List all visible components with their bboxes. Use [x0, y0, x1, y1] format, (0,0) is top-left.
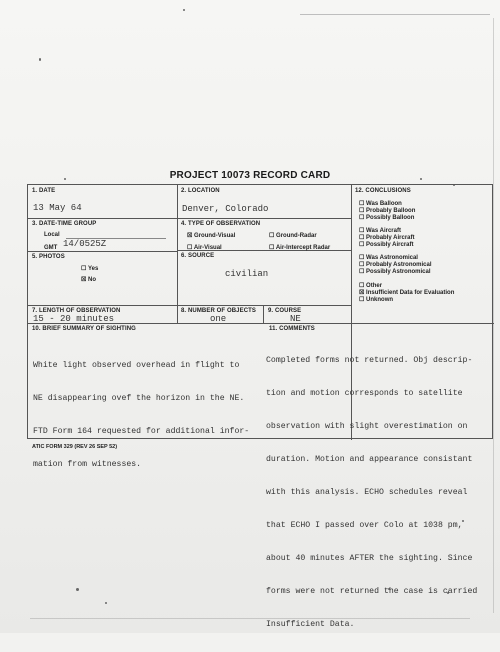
comments-line: duration. Motion and appearance consistant — [266, 455, 473, 464]
conclusion-option-selected: ☒ Insufficient Data for Evaluation — [359, 290, 455, 296]
summary-text — [33, 338, 249, 492]
date-label: 1. DATE — [32, 188, 56, 194]
conclusion-option: ☐ Possibly Astronomical — [359, 269, 431, 275]
form-number: ATIC FORM 329 (REV 26 SEP 52) — [32, 444, 118, 450]
comments-label: 11. COMMENTS — [269, 326, 315, 332]
course-label: 9. COURSE — [268, 308, 302, 314]
gmt-label: GMT — [44, 245, 58, 251]
type-obs-label: 4. TYPE OF OBSERVATION — [181, 221, 261, 227]
comments-line: tion and motion corresponds to satellite — [266, 389, 463, 398]
divider-v — [263, 305, 264, 323]
photos-no-option: ☒ No — [81, 277, 97, 283]
scan-speck — [183, 9, 185, 11]
source-value: civilian — [225, 269, 269, 279]
conclusion-option: ☐ Probably Astronomical — [359, 262, 432, 268]
gmt-value: 14/0525Z — [63, 239, 107, 249]
divider-h — [28, 218, 351, 219]
summary-line: FTD Form 164 requested for additional infor- — [33, 427, 250, 436]
length-label: 7. LENGTH OF OBSERVATION — [32, 308, 121, 314]
summary-line: White light observed overhead in flight to — [33, 361, 240, 370]
source-label: 6. SOURCE — [181, 253, 215, 259]
divider-h — [28, 305, 351, 306]
card-title: PROJECT 10073 RECORD CARD — [169, 170, 331, 181]
course-value: NE — [290, 314, 301, 324]
summary-line: NE disappearing ovef the horizon in the NE. — [33, 394, 245, 403]
location-label: 2. LOCATION — [181, 188, 220, 194]
comments-line: with this analysis. ECHO schedules reveal — [266, 488, 468, 497]
photos-yes-option: ☐ Yes — [81, 266, 99, 272]
comments-line: observation with slight overestimation on — [266, 422, 468, 431]
ground-visual-option: ☒ Ground-Visual — [187, 233, 236, 239]
comments-line: forms were not returned the case is carried — [266, 587, 478, 596]
air-intercept-option: ☐ Air-Intercept Radar — [269, 245, 331, 251]
conclusions-label: 12. CONCLUSIONS — [355, 188, 411, 194]
comments-line: Completed forms not returned. Obj descrip- — [266, 356, 473, 365]
location-value: Denver, Colorado — [182, 204, 269, 214]
conclusion-option: ☐ Was Astronomical — [359, 255, 418, 261]
conclusion-option: ☐ Probably Balloon — [359, 208, 416, 214]
summary-line: mation from witnesses. — [33, 460, 142, 469]
page-edge-right — [493, 18, 494, 613]
comments-line: Insufficient Data. — [266, 620, 355, 629]
conclusion-option: ☐ Was Balloon — [359, 201, 402, 207]
comments-text — [266, 333, 477, 652]
scan-speck — [105, 602, 107, 604]
divider-v — [177, 185, 178, 323]
local-label: Local — [44, 232, 60, 238]
scan-speck — [76, 588, 79, 591]
num-objects-value: one — [210, 314, 227, 324]
conclusion-option: ☐ Unknown — [359, 297, 394, 303]
divider-h — [28, 251, 177, 252]
page-edge-top — [300, 14, 490, 15]
summary-label: 10. BRIEF SUMMARY OF SIGHTING — [32, 326, 136, 332]
conclusion-option: ☐ Possibly Aircraft — [359, 242, 414, 248]
photos-label: 5. PHOTOS — [32, 254, 65, 260]
air-visual-option: ☐ Air-Visual — [187, 245, 222, 251]
num-objects-label: 8. NUMBER OF OBJECTS — [181, 308, 257, 314]
conclusion-option: ☐ Other — [359, 283, 383, 289]
conclusion-option: ☐ Was Aircraft — [359, 228, 401, 234]
comments-line: that ECHO I passed over Colo at 1038 pm, — [266, 521, 463, 530]
datetime-label: 3. DATE-TIME GROUP — [32, 221, 97, 227]
conclusion-option: ☐ Probably Aircraft — [359, 235, 415, 241]
date-value: 13 May 64 — [33, 203, 82, 213]
ground-radar-option: ☐ Ground-Radar — [269, 233, 317, 239]
scan-speck — [39, 58, 41, 61]
conclusion-option: ☐ Possibly Balloon — [359, 215, 415, 221]
comments-line: about 40 minutes AFTER the sighting. Since — [266, 554, 473, 563]
length-value: 15 - 20 minutes — [33, 314, 115, 324]
